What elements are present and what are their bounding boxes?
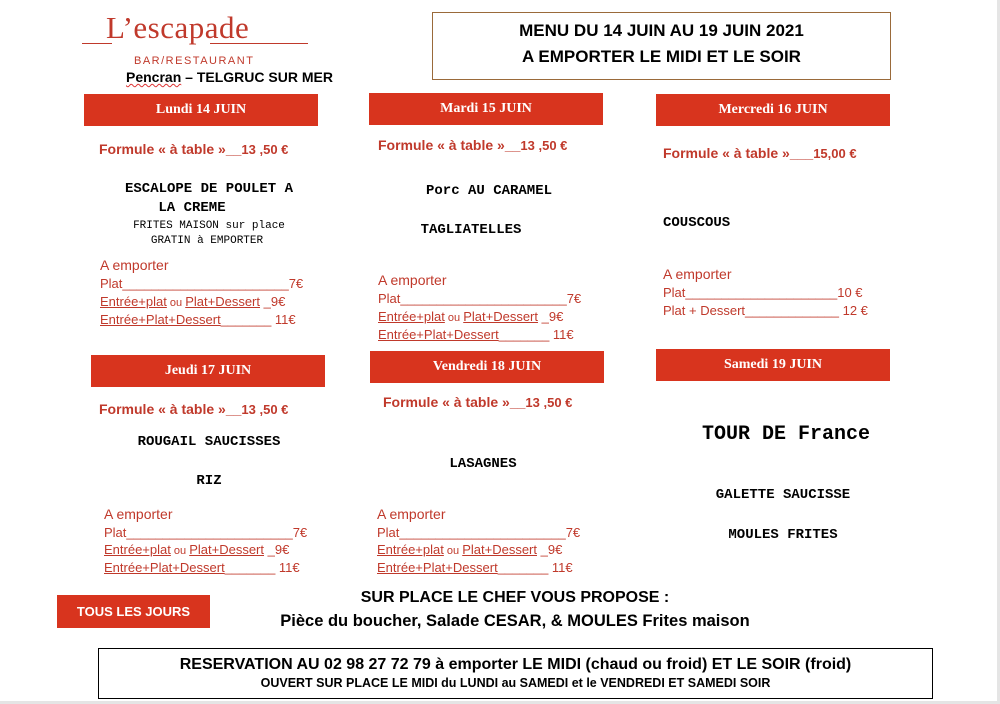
day-banner-mercredi: Mercredi 16 JUIN xyxy=(656,94,890,126)
day-banner-samedi: Samedi 19 JUIN xyxy=(656,349,890,381)
formule-label: Formule « à table »__ xyxy=(99,401,242,417)
ou-label: ou xyxy=(444,312,464,324)
logo-name: L’escapade xyxy=(106,10,250,45)
emporter-plat-vendredi: Plat_______________________7€ xyxy=(377,525,581,540)
emporter-plat-mardi: Plat_______________________7€ xyxy=(378,291,582,306)
chef-heading: SUR PLACE LE CHEF VOUS PROPOSE : xyxy=(360,589,670,606)
entree-plat-dessert-label: Entrée+Plat+Dessert xyxy=(104,560,225,575)
menu-title-box xyxy=(432,12,891,80)
formule-label: Formule « à table »__ xyxy=(378,137,521,153)
formule-price: 13 ,50 € xyxy=(520,138,568,153)
formule-vendredi xyxy=(383,394,572,410)
price-9: _9€ xyxy=(538,309,564,324)
emporter-plat-mercredi: Plat_____________________10 € xyxy=(663,285,863,300)
dish-lundi-1: ESCALOPE DE POULET A xyxy=(124,181,294,197)
formule-label: Formule « à table »__ xyxy=(99,141,242,157)
formule-price: 13 ,50 € xyxy=(241,402,289,417)
dish-jeudi-2: RIZ xyxy=(196,473,222,489)
location-commune: – TELGRUC SUR MER xyxy=(181,69,333,85)
formule-label: Formule « à table »__ xyxy=(383,394,526,410)
entree-plat-dessert-label: Entrée+Plat+Dessert xyxy=(100,312,221,327)
emporter-plat-lundi: Plat_______________________7€ xyxy=(100,276,304,291)
price-11: _______ 11€ xyxy=(224,560,300,575)
plat-dessert-label: Plat+Dessert xyxy=(189,542,265,557)
emporter-formula2-vendredi xyxy=(377,542,562,557)
ou-label: ou xyxy=(443,545,463,557)
entree-plat-dessert-label: Entrée+Plat+Dessert xyxy=(377,560,498,575)
emporter-formula3-mardi xyxy=(378,327,574,342)
emporter-head-mardi: A emporter xyxy=(378,272,447,288)
chef-specials: Pièce du boucher, Salade CESAR, & MOULES Frites maison xyxy=(280,612,750,630)
formule-jeudi xyxy=(99,401,288,417)
reservation-box xyxy=(98,648,933,699)
emporter-formula3-vendredi xyxy=(377,560,573,575)
price-9: _9€ xyxy=(264,542,290,557)
price-9: _9€ xyxy=(537,542,563,557)
formule-mercredi xyxy=(663,145,857,161)
entree-plat-label: Entrée+plat xyxy=(377,542,444,557)
plat-dessert-label: Plat+Dessert xyxy=(463,309,539,324)
dish-samedi-2: GALETTE SAUCISSE xyxy=(715,487,851,503)
dish-lundi-2: LA CREME xyxy=(158,200,226,216)
everyday-label: TOUS LES JOURS xyxy=(57,595,210,628)
menu-title: MENU DU 14 JUIN AU 19 JUIN 2021 xyxy=(519,21,804,40)
dish-jeudi-1: ROUGAIL SAUCISSES xyxy=(137,434,281,450)
emporter-head-mercredi: A emporter xyxy=(663,266,732,282)
ou-label: ou xyxy=(170,545,190,557)
plat-dessert-label: Plat+Dessert xyxy=(185,294,261,309)
menu-subtitle: A EMPORTER LE MIDI ET LE SOIR xyxy=(522,47,801,66)
logo-subtitle: BAR/RESTAURANT xyxy=(134,55,255,67)
day-banner-vendredi: Vendredi 18 JUIN xyxy=(370,351,604,383)
location-town: Pencran xyxy=(126,69,182,85)
emporter-head-jeudi: A emporter xyxy=(104,506,173,522)
emporter-formula2-mardi xyxy=(378,309,563,324)
reservation-phone-line: RESERVATION AU 02 98 27 72 79 à emporter LE MIDI (chaud ou froid) ET LE SOIR (froid) xyxy=(179,656,852,673)
day-banner-lundi: Lundi 14 JUIN xyxy=(84,94,318,126)
price-11: _______ 11€ xyxy=(498,327,574,342)
emporter-plat-jeudi: Plat_______________________7€ xyxy=(104,525,308,540)
dish-lundi-note-1: FRITES MAISON sur place xyxy=(133,220,285,232)
entree-plat-label: Entrée+plat xyxy=(100,294,167,309)
entree-plat-label: Entrée+plat xyxy=(378,309,445,324)
price-11: _______ 11€ xyxy=(497,560,573,575)
dish-samedi-3: MOULES FRITES xyxy=(728,527,838,543)
dish-mardi-2: TAGLIATELLES xyxy=(420,222,522,238)
entree-plat-label: Entrée+plat xyxy=(104,542,171,557)
formule-price: 13 ,50 € xyxy=(241,142,289,157)
dish-mercredi-1: COUSCOUS xyxy=(663,215,731,231)
day-banner-jeudi: Jeudi 17 JUIN xyxy=(91,355,325,387)
opening-hours-line: OUVERT SUR PLACE LE MIDI du LUNDI au SAMEDI et le VENDREDI ET SAMEDI SOIR xyxy=(260,676,771,690)
formule-lundi xyxy=(99,141,288,157)
emporter-head-lundi: A emporter xyxy=(100,257,169,273)
formule-mardi xyxy=(378,137,567,153)
dish-mardi-1: Porc AU CARAMEL xyxy=(425,183,553,199)
day-banner-mardi: Mardi 15 JUIN xyxy=(369,93,603,125)
plat-dessert-label: Plat+Dessert xyxy=(462,542,538,557)
price-9: _9€ xyxy=(260,294,286,309)
dish-lundi-note-2: GRATIN à EMPORTER xyxy=(150,235,264,247)
emporter-formula2-lundi xyxy=(100,294,285,309)
entree-plat-dessert-label: Entrée+Plat+Dessert xyxy=(378,327,499,342)
restaurant-logo xyxy=(82,8,333,98)
formule-price: 15,00 € xyxy=(813,146,857,161)
formule-price: 13 ,50 € xyxy=(525,395,573,410)
emporter-formula3-lundi xyxy=(100,312,296,327)
price-11: _______ 11€ xyxy=(220,312,296,327)
emporter-head-vendredi: A emporter xyxy=(377,506,446,522)
dish-samedi-1: TOUR DE France xyxy=(701,423,871,446)
emporter-formula3-jeudi xyxy=(104,560,300,575)
emporter-plat-dessert-mercredi: Plat + Dessert_____________ 12 € xyxy=(663,303,868,318)
emporter-formula2-jeudi xyxy=(104,542,289,557)
logo-location xyxy=(126,69,333,85)
dish-vendredi-1: LASAGNES xyxy=(449,456,517,472)
ou-label: ou xyxy=(166,297,186,309)
formule-label: Formule « à table »___ xyxy=(663,145,814,161)
